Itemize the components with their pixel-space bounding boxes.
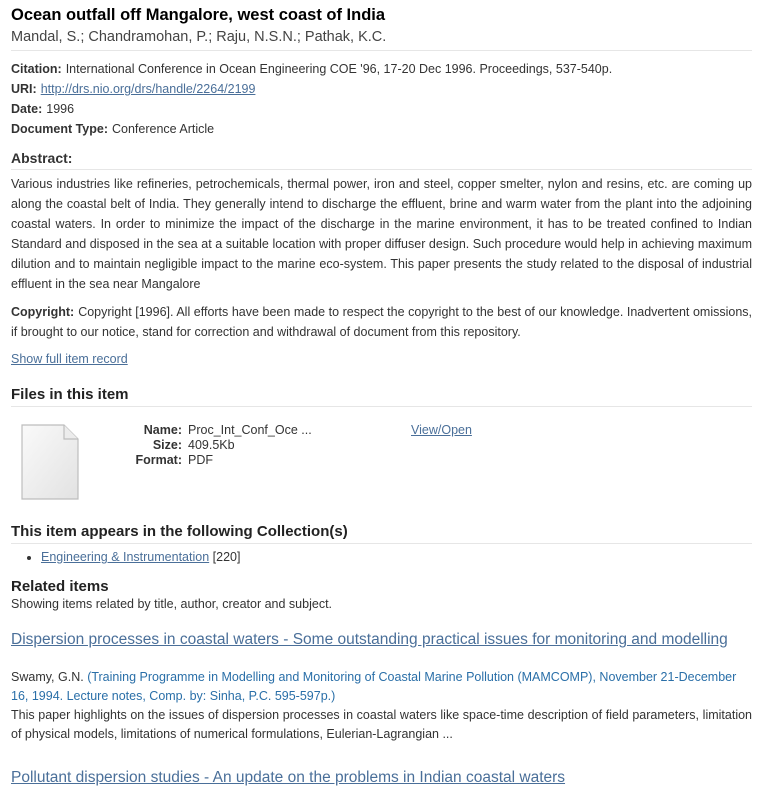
collections-heading: This item appears in the following Collection(s) bbox=[11, 523, 752, 544]
view-open-link[interactable]: View/Open bbox=[411, 423, 472, 437]
file-details bbox=[132, 423, 312, 468]
file-size: 409.5Kb bbox=[188, 438, 235, 452]
doctype-label: Document Type: bbox=[11, 122, 108, 136]
file-name-label: Name: bbox=[143, 423, 182, 437]
file-name-row bbox=[132, 423, 312, 438]
collection-link[interactable]: Engineering & Instrumentation bbox=[41, 550, 210, 564]
collection-item bbox=[41, 548, 752, 566]
doctype-row bbox=[11, 119, 752, 139]
related-item bbox=[11, 768, 752, 788]
related-item-abstract: This paper highlights on the issues of dispersion processes in coastal waters like space-time description of field parameters, limitation of physical models, limitations of numerical formulations, Eulerian-Lagrangian ... bbox=[11, 708, 752, 741]
show-full-record-link[interactable]: Show full item record bbox=[11, 352, 128, 366]
metadata bbox=[11, 59, 752, 139]
uri-row bbox=[11, 79, 752, 99]
abstract-heading: Abstract: bbox=[11, 149, 752, 170]
copyright-text: Copyright [1996]. All efforts have been made to respect the copyright to the best of our knowledge. Inadvertent omissions, if brought to our notice, stand for correction and withdrawal of document from this repository. bbox=[11, 305, 752, 339]
related-item-source bbox=[11, 668, 752, 706]
copyright bbox=[11, 302, 752, 342]
date-label: Date: bbox=[11, 102, 43, 116]
file-size-row bbox=[132, 438, 312, 453]
related-item-source-text: (Training Programme in Modelling and Monitoring of Coastal Marine Pollution (MAMCOMP), November 21-December 16, 1994. Lecture notes, Comp. by: Sinha, P.C. 595-597p.) bbox=[11, 670, 737, 703]
files-heading: Files in this item bbox=[11, 386, 752, 407]
citation-value: International Conference in Ocean Engineering COE '96, 17-20 Dec 1996. Proceedings, 537-540p. bbox=[65, 62, 613, 76]
file-name: Proc_Int_Conf_Oce ... bbox=[188, 423, 312, 437]
related-item-title-link[interactable]: Pollutant dispersion studies - An update on the problems in Indian coastal waters bbox=[11, 769, 566, 786]
page-title: Ocean outfall off Mangalore, west coast of India bbox=[11, 6, 386, 24]
date-value: 1996 bbox=[46, 102, 75, 116]
file-format: PDF bbox=[188, 453, 213, 467]
file-format-row bbox=[132, 453, 312, 468]
related-item-title-link[interactable]: Dispersion processes in coastal waters - Some outstanding practical issues for monitoring and modelling bbox=[11, 631, 728, 648]
citation-row bbox=[11, 59, 752, 79]
collection-count: [220] bbox=[212, 550, 241, 564]
authors: Mandal, S.; Chandramohan, P.; Raju, N.S.N.; Pathak, K.C. bbox=[11, 28, 752, 51]
uri-link[interactable]: http://drs.nio.org/drs/handle/2264/2199 bbox=[40, 82, 256, 96]
uri-label: URI: bbox=[11, 82, 37, 96]
related-item bbox=[11, 630, 752, 744]
related-subheading: Showing items related by title, author, creator and subject. bbox=[11, 597, 333, 611]
citation-label: Citation: bbox=[11, 62, 62, 76]
collections-list bbox=[11, 548, 752, 566]
file-format-label: Format: bbox=[135, 453, 182, 467]
file-icon[interactable] bbox=[20, 423, 80, 501]
files-section bbox=[11, 407, 752, 523]
date-row bbox=[11, 99, 752, 119]
file-size-label: Size: bbox=[152, 438, 182, 452]
copyright-label: Copyright: bbox=[11, 305, 75, 319]
abstract-text: Various industries like refineries, petrochemicals, thermal power, iron and steel, copper smelter, nylon and resins, etc. are coming up along the coastal belt of India. They generally intend to discharge the effluent, brine and warm water from the plant into the adjoining coastal waters. In order to minimize the impact of the discharge in the marine environment, it has to be treated confined to Indian Standard and disposed in the sea at a suitable location with proper diffuser design. Such procedure would help in achieving maximum dilution and to maintain negligible impact to the marine eco-system. This paper presents the study related to the disposal of industrial effluent in the sea near Mangalore bbox=[11, 177, 752, 291]
related-heading: Related items bbox=[11, 578, 109, 595]
item-page bbox=[11, 0, 752, 788]
doctype-value: Conference Article bbox=[112, 122, 215, 136]
related-item-author: Swamy, G.N. bbox=[11, 670, 84, 684]
